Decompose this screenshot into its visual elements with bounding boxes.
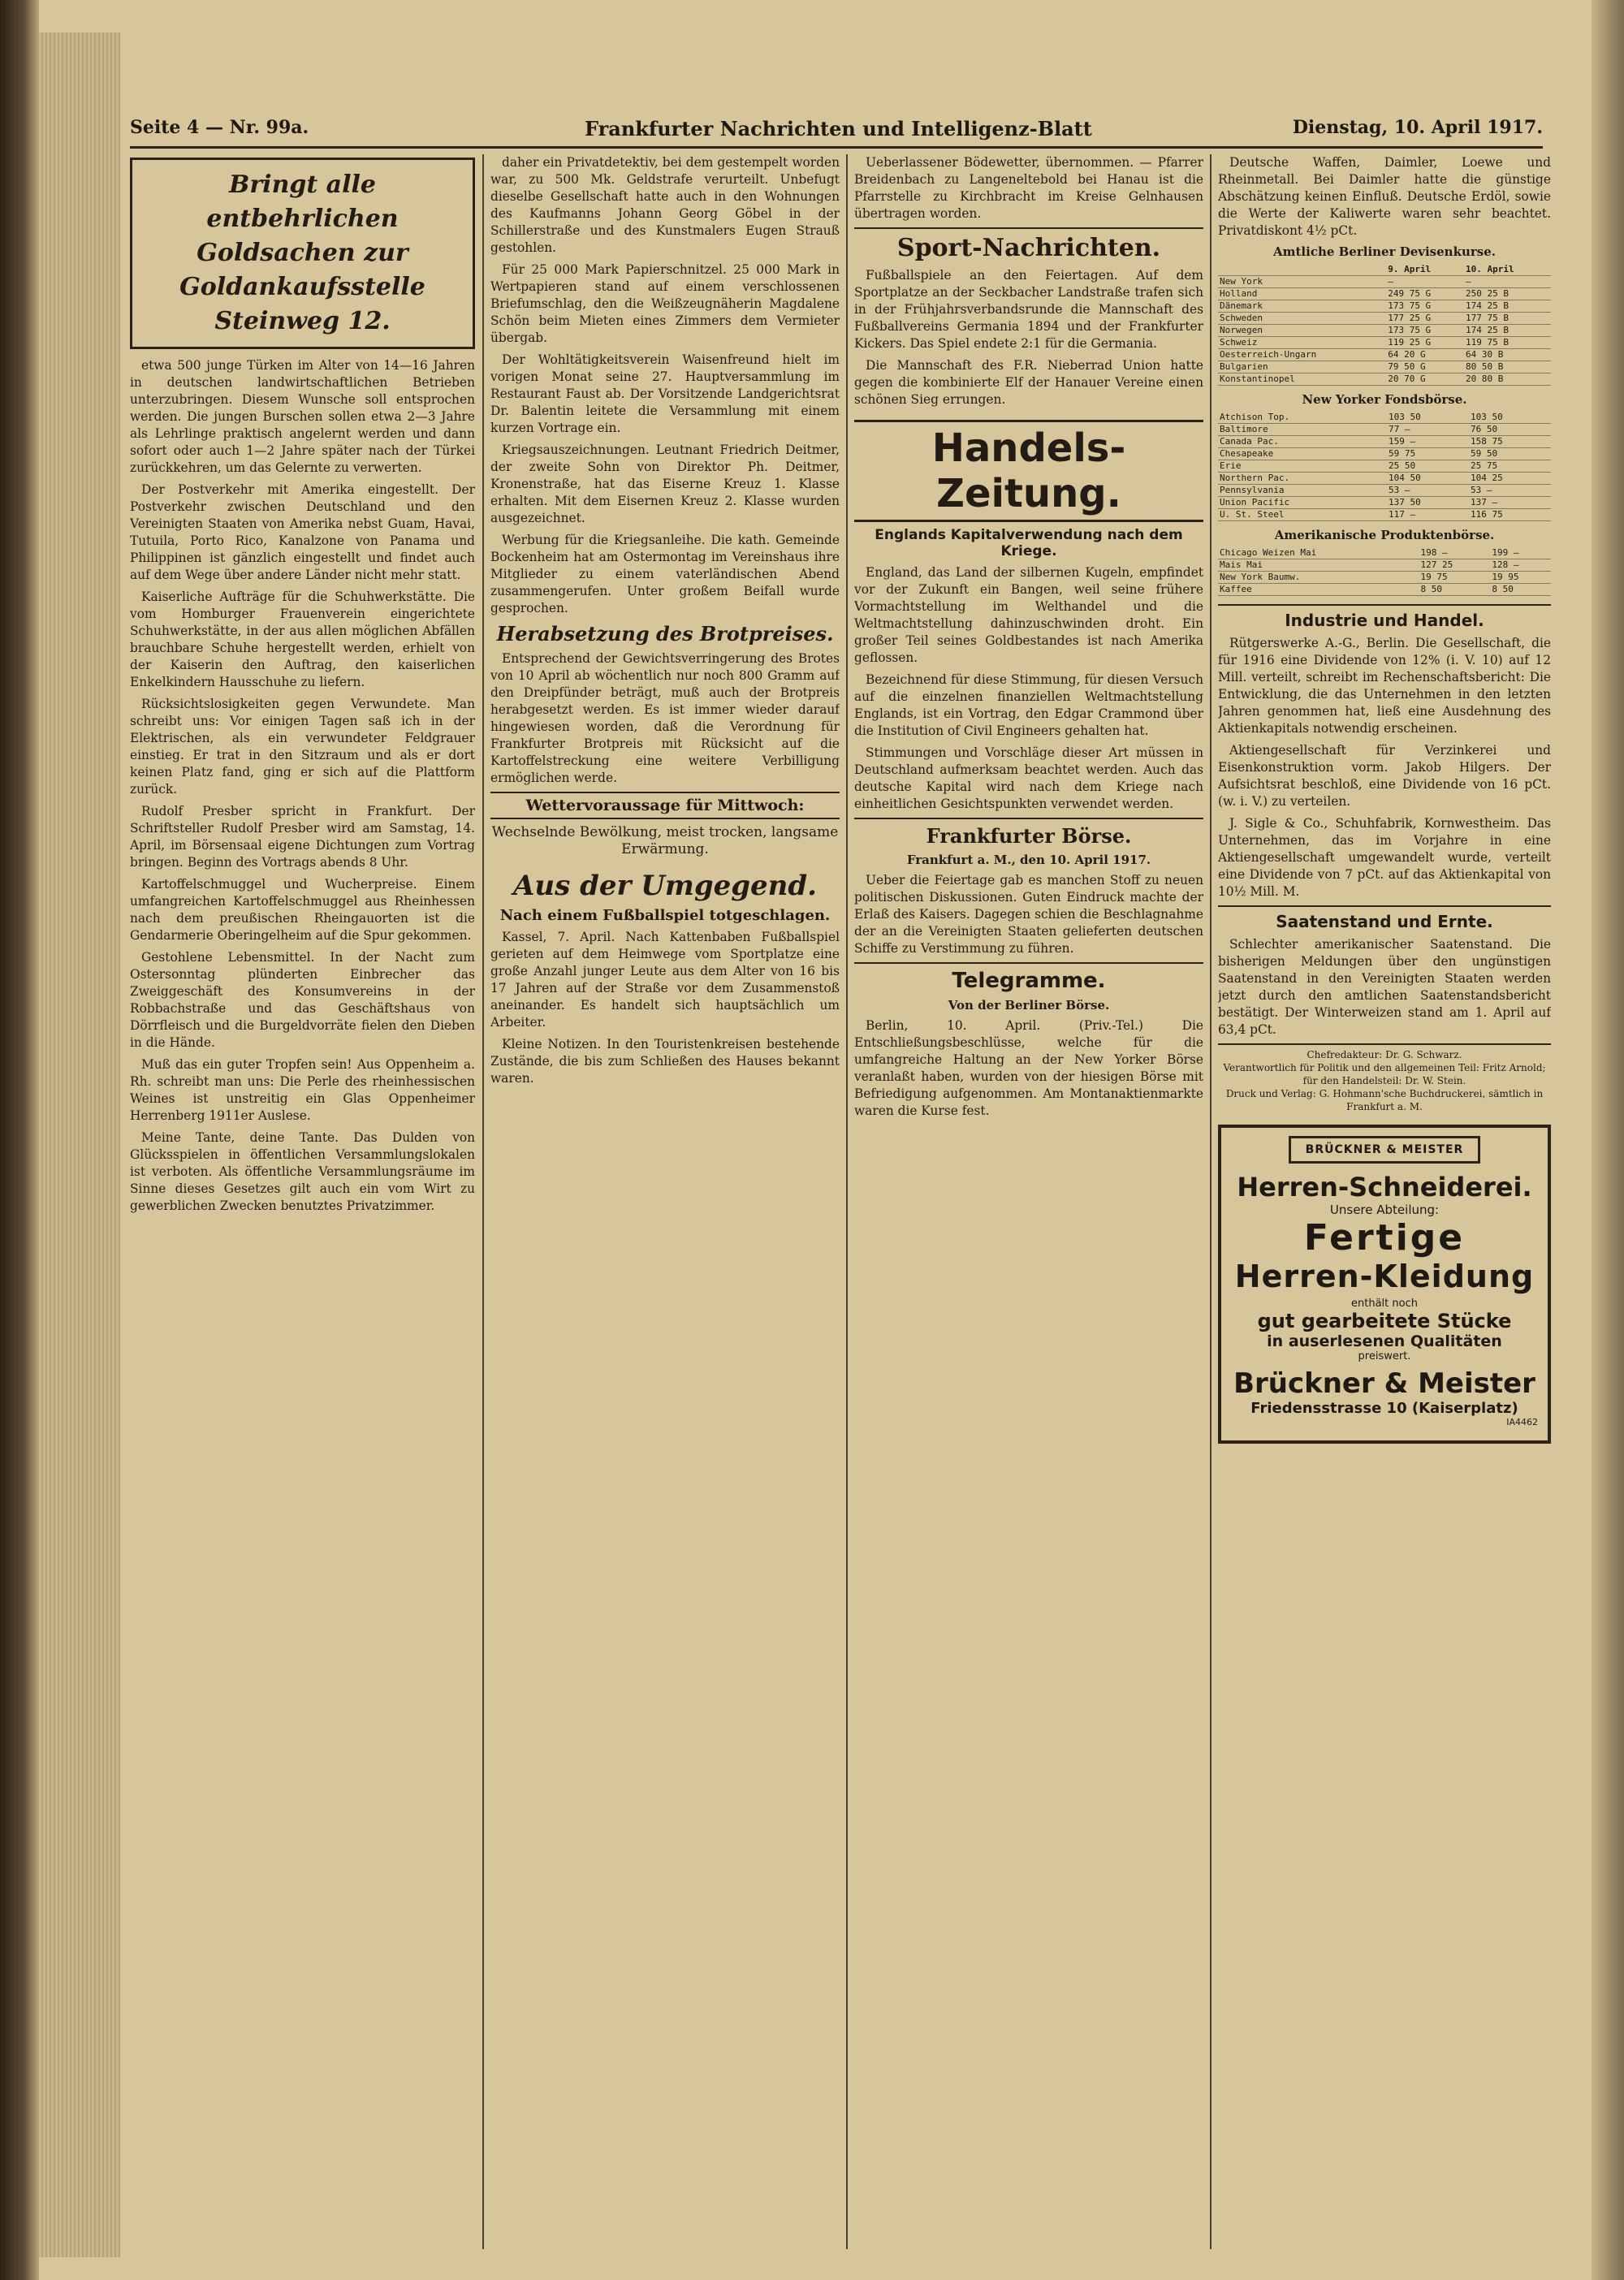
boerse-date: Frankfurt a. M., den 10. April 1917. [906, 853, 1151, 867]
quote-cell: 64 20 G [1386, 349, 1464, 361]
ad-title: Herren-Schneiderei. [1237, 1172, 1532, 1203]
region-subheading: Nach einem Fußballspiel totgeschlagen. [499, 907, 831, 924]
tailor-ad [1218, 1125, 1551, 1444]
article-paragraph: Rücksichtslosigkeiten gegen Verwundete. Man schreibt uns: Vor einigen Tagen saß ich in der Elektrischen, als ein verwundeter Feldgrauer einstieg. Er trat in den Sitzraum und als er dort keinen Platz fand, ging er sich auf die Plattform zurück. [130, 697, 475, 797]
quote-cell: Oesterreich-Ungarn [1218, 349, 1386, 361]
quote-cell: 19 75 [1419, 572, 1491, 584]
quote-cell: 173 75 G [1386, 300, 1464, 313]
products-table [1218, 547, 1551, 596]
quote-cell: 158 75 [1469, 436, 1551, 448]
quote-cell: 116 75 [1469, 509, 1551, 521]
imprint-line: Verantwortlich für Politik und den allgemeinen Teil: Fritz Arnold; für den Handelsteil: Dr. W. Stein. [1223, 1062, 1546, 1086]
article-paragraph: Der Wohltätigkeitsverein Waisenfreund hielt im vorigen Monat seine 27. Hauptversammlung im Restaurant Faust ab. Der Vorsitzende Landgerichtsrat Dr. Balentin leitete die Versammlung mit einem kurzen Vortrage ein. [490, 352, 840, 435]
weather-heading: Wettervoraussage für Mittwoch: [490, 792, 840, 819]
quote-row [1218, 436, 1551, 448]
article-paragraph: Fußballspiele an den Feiertagen. Auf dem Sportplatze an der Seckbacher Landstraße trafen sich in der Frühjahrsverbandsrunde die Mannschaft des Fußballvereins Germania 1894 und der Frankfurter Kickers. Das Spiel endete 2:1 für die Germania. [854, 268, 1203, 351]
article-paragraph: Gestohlene Lebensmittel. In der Nacht zum Ostersonntag plünderten Einbrecher das Zweiggeschäft des Konsumvereins in der Robbachstraße und das Geschäftshaus von Dörrfleisch und die Burgeldvorräte fielen den Dieben in die Hände. [130, 950, 475, 1050]
quote-cell: Schweiz [1218, 337, 1386, 349]
column-4 [1218, 154, 1551, 2249]
quote-row [1218, 584, 1551, 596]
quote-cell: 137 — [1469, 497, 1551, 509]
industry-articles [1218, 635, 1551, 900]
quote-cell: 198 — [1419, 547, 1491, 559]
quote-row [1218, 313, 1551, 325]
column-rule [1210, 154, 1212, 2249]
market-summary: Deutsche Waffen, Daimler, Loewe und Rheinmetall. Bei Daimler hatte die günstige Abschätzung keinen Einfluß. Deutsche Erdöl, sowie die Werte der Kaliwerte waren sehr beachtet. Privatdiskont 4½ pCt. [1218, 155, 1551, 238]
quote-cell: 77 — [1387, 424, 1469, 436]
quote-cell: 128 — [1490, 559, 1551, 572]
devisen-table [1218, 264, 1551, 386]
quote-row [1218, 337, 1551, 349]
trade-subheading: Englands Kapitalverwendung nach dem Kriege. [875, 527, 1183, 559]
column-2 [490, 154, 840, 2249]
imprint-line: Chefredakteur: Dr. G. Schwarz. [1307, 1049, 1462, 1060]
quote-cell: 249 75 G [1386, 288, 1464, 300]
quote-cell: 159 — [1387, 436, 1469, 448]
quote-cell: 104 25 [1469, 473, 1551, 485]
quote-row [1218, 559, 1551, 572]
devisen-heading: Amtliche Berliner Devisenkurse. [1272, 244, 1496, 259]
column-1-articles [130, 357, 475, 1215]
quote-cell: Pennsylvania [1218, 485, 1387, 497]
ad-fertige: Fertige [1303, 1217, 1466, 1259]
quote-row [1218, 572, 1551, 584]
column-3 [854, 154, 1203, 2249]
article-paragraph: Werbung für die Kriegsanleihe. Die kath. Gemeinde Bockenheim hat am Ostermontag im Vereinshaus ihre Mitglieder zu einem vaterländischen Abend zusammengerufen. Unter großem Beifall wurde gesprochen. [490, 533, 840, 615]
ny-heading: New Yorker Fondsbörse. [1302, 392, 1467, 407]
quote-cell: 199 — [1490, 547, 1551, 559]
quote-row [1218, 485, 1551, 497]
quote-row [1218, 361, 1551, 374]
telegram-subheading: Von der Berliner Börse. [948, 998, 1110, 1013]
quote-row [1218, 497, 1551, 509]
quote-cell: 177 75 B [1464, 313, 1551, 325]
ad-firm-name: Brückner & Meister [1233, 1367, 1535, 1400]
column-2-articles [490, 154, 840, 617]
quote-cell: New York [1218, 276, 1386, 288]
quote-cell: 20 70 G [1386, 374, 1464, 386]
page-header [130, 114, 1543, 149]
quote-row [1218, 325, 1551, 337]
quote-cell: 104 50 [1387, 473, 1469, 485]
right-page-edge [1592, 0, 1624, 2280]
quote-cell: 80 50 B [1464, 361, 1551, 374]
article-paragraph: England, das Land der silbernen Kugeln, empfindet vor der Zukunft ein Bangen, weil seine frühere Vormachtstellung im Welthandel und die Weltmachtstellung dahinzuschwinden droht. Ein großer Teil seines Goldbestandes ist nach Amerika geflossen. [854, 565, 1203, 665]
trade-heading: Handels-Zeitung. [854, 420, 1203, 522]
quote-cell: Konstantinopel [1218, 374, 1386, 386]
sport-heading: Sport-Nachrichten. [854, 227, 1203, 262]
column-rule [482, 154, 484, 2249]
quote-cell: 25 75 [1469, 460, 1551, 473]
boerse-heading: Frankfurter Börse. [854, 818, 1203, 848]
quote-row [1218, 349, 1551, 361]
ad-small-2: preiswert. [1358, 1350, 1411, 1362]
quote-row [1218, 460, 1551, 473]
quote-cell: Chicago Weizen Mai [1218, 547, 1419, 559]
quote-row [1218, 424, 1551, 436]
quote-cell: 64 30 B [1464, 349, 1551, 361]
telegram-heading: Telegramme. [854, 962, 1203, 993]
quote-cell: 59 75 [1387, 448, 1469, 460]
imprint [1218, 1043, 1551, 1113]
quote-cell: Chesapeake [1218, 448, 1387, 460]
ad-line-1: gut gearbeitete Stücke [1257, 1310, 1512, 1332]
quote-cell: 8 50 [1419, 584, 1491, 596]
firm-logo: BRÜCKNER & MEISTER [1289, 1136, 1481, 1164]
quote-cell: Bulgarien [1218, 361, 1386, 374]
sport-articles [854, 267, 1203, 408]
newspaper-title: Frankfurter Nachrichten und Intelligenz-Blatt [585, 117, 1092, 140]
bread-article: Entsprechend der Gewichtsverringerung des Brotes von 10 April ab wöchentlich nur noch 800 Gramm auf den Dreipfünder beträgt, muß auch der Brotpreis herabgesetzt werden. Es ist immer wieder darauf hingewiesen worden, daß die Verordnung für Frankfurter Brotpreis mit Rücksicht auf die Kartoffelstreckung eine weitere Verbilligung ermöglichen werde. [490, 651, 840, 785]
quote-row [1218, 300, 1551, 313]
quote-cell: 174 25 B [1464, 325, 1551, 337]
quote-cell: U. St. Steel [1218, 509, 1387, 521]
quote-cell: New York Baumw. [1218, 572, 1419, 584]
article-paragraph: J. Sigle & Co., Schuhfabrik, Kornwestheim. Das Unternehmen, das im Vorjahre in eine Aktiengesellschaft umgewandelt wurde, verteilt eine Dividende von 7 pCt. auf das Aktienkapital von 10½ Mill. M. [1218, 816, 1551, 899]
quote-row [1218, 509, 1551, 521]
article-paragraph: Kartoffelschmuggel und Wucherpreise. Einem umfangreichen Kartoffelschmuggel aus Rheinhessen nach dem preußischen Rheingauorten ist die Gendarmerie Oberingelheim auf die Spur gekommen. [130, 877, 475, 943]
quote-cell: Erie [1218, 460, 1387, 473]
quote-cell: — [1464, 276, 1551, 288]
quote-row [1218, 448, 1551, 460]
weather-text: Wechselnde Bewölkung, meist trocken, langsame Erwärmung. [491, 824, 839, 857]
telegram-article: Berlin, 10. April. (Priv.-Tel.) Die Entschließungsbeschlüsse, welche für die umfangreiche Haltung an der New Yorker Börse veranlaßt haben, wurden von der hiesigen Börse mit Befriedigung aufgenommen. Am Montanaktienmarkte waren die Kurse fest. [854, 1018, 1203, 1118]
quote-cell: 103 50 [1469, 412, 1551, 424]
crop-heading: Saatenstand und Ernte. [1218, 905, 1551, 931]
quote-cell: Mais Mai [1218, 559, 1419, 572]
imprint-line: Druck und Verlag: G. Hohmann'sche Buchdruckerei, sämtlich in Frankfurt a. M. [1225, 1088, 1544, 1112]
article-paragraph: Rütgerswerke A.-G., Berlin. Die Gesellschaft, die für 1916 eine Dividende von 12% (i. V. 10) auf 12 Mill. verteilt, schreibt im Rechenschaftsbericht: Die Entwicklung, die das Unternehmen in den letzten Jahren genommen hat, ließ eine Ausdehnung des Aktienkapitals notwendig erscheinen. [1218, 636, 1551, 736]
quote-cell: 250 25 B [1464, 288, 1551, 300]
quote-cell: 19 95 [1490, 572, 1551, 584]
quote-cell: 79 50 G [1386, 361, 1464, 374]
quote-row [1218, 473, 1551, 485]
quote-cell: 53 — [1387, 485, 1469, 497]
column-header: 10. April [1464, 264, 1551, 276]
column-header [1218, 264, 1386, 276]
article-paragraph: Stimmungen und Vorschläge dieser Art müssen in Deutschland aufmerksam beachtet werden. Auch das deutsche Kapital wird nach dem Kriege nach einheitlichen Gesichtspunkten verwendet werden. [854, 745, 1203, 811]
article-paragraph: Bezeichnend für diese Stimmung, für diesen Versuch auf die einzelnen finanziellen Weltmachtstellung Englands, ist ein Vortrag, den Edgar Crammond über die Institution of Civil Engineers gehalten hat. [854, 672, 1203, 738]
article-paragraph: etwa 500 junge Türken im Alter von 14—16 Jahren in deutschen landwirtschaftlichen Betrieben unterzubringen. Diesem Wunsche soll entsprochen werden. Die jungen Burschen sollen etwa 2—3 Jahre als Lehrlinge praktisch angelernt werden und dann sofort oder auch 1—2 Jahre später nach der Türkei zurückkehren, um das Gelernte zu verwerten. [130, 358, 475, 475]
quote-cell: 59 50 [1469, 448, 1551, 460]
page-number: Seite 4 — Nr. 99a. [130, 117, 309, 138]
quote-cell: 103 50 [1387, 412, 1469, 424]
trade-articles [854, 564, 1203, 813]
article-paragraph: Meine Tante, deine Tante. Das Dulden von Glücksspielen in öffentlichen Versammlungslokalen ist verboten. Als öffentliche Versammlungsräume im Sinne dieses Gesetzes gilt auch ein vom Wirt zu gewerblichen Zwecken benutztes Privatzimmer. [130, 1130, 475, 1213]
quote-row [1218, 276, 1551, 288]
ad-line-2: in auserlesenen Qualitäten [1267, 1332, 1502, 1350]
region-heading: Aus der Umgegend. [513, 870, 817, 902]
quote-cell: — [1386, 276, 1464, 288]
quote-cell: 117 — [1387, 509, 1469, 521]
quote-row [1218, 374, 1551, 386]
quote-cell: 25 50 [1387, 460, 1469, 473]
ny-table [1218, 412, 1551, 521]
quote-cell: Norwegen [1218, 325, 1386, 337]
products-heading: Amerikanische Produktenbörse. [1274, 528, 1495, 542]
page-edges [39, 32, 120, 2257]
bread-heading: Herabsetzung des Brotpreises. [496, 622, 834, 646]
quote-cell: Schweden [1218, 313, 1386, 325]
article-paragraph: Rudolf Presber spricht in Frankfurt. Der Schriftsteller Rudolf Presber wird am Samstag, 14. April, im Börsensaal eigene Dichtungen zum Vortrag bringen. Beginn des Vortrags abends 8 Uhr. [130, 804, 475, 870]
issue-date: Dienstag, 10. April 1917. [1292, 117, 1543, 138]
crop-article: Schlechter amerikanischer Saatenstand. Die bisherigen Meldungen über den ungünstigen Saatenstand in den Vereinigten Staaten werden jetzt durch den amtlichen Saatenstandsbericht bestätigt. Der Winterweizen stand am 1. April auf 63,4 pCt. [1218, 937, 1551, 1037]
ad-code: IA4462 [1506, 1417, 1538, 1427]
quote-cell: Kaffee [1218, 584, 1419, 596]
column-1 [130, 154, 475, 2249]
quote-row [1218, 412, 1551, 424]
ad-address: Friedensstrasse 10 (Kaiserplatz) [1250, 1400, 1518, 1417]
quote-cell: 173 75 G [1386, 325, 1464, 337]
quote-cell: Atchison Top. [1218, 412, 1387, 424]
quote-cell: 174 25 B [1464, 300, 1551, 313]
article-paragraph: Kriegsauszeichnungen. Leutnant Friedrich Deitmer, der zweite Sohn von Direktor Ph. Deitmer, Kronenstraße, hat das Eiserne Kreuz 1. Klasse erhalten. Mit dem Eisernen Kreuz 2. Klasse wurden ausgezeichnet. [490, 443, 840, 525]
book-binding [0, 0, 39, 2280]
column-header: 9. April [1386, 264, 1464, 276]
quote-cell: Northern Pac. [1218, 473, 1387, 485]
quote-cell: 127 25 [1419, 559, 1491, 572]
quote-cell: 177 25 G [1386, 313, 1464, 325]
region-article: Kassel, 7. April. Nach Kattenbaben Fußballspiel gerieten auf dem Heimwege vom Sportplatze eine große Anzahl junger Leute aus dem Alter von 16 bis 17 Jahren auf der Straße vor dem Zusammenstoß aneinander. Es handelt sich hauptsächlich um Arbeiter. [490, 930, 840, 1030]
quote-cell: Baltimore [1218, 424, 1387, 436]
article-paragraph: Muß das ein guter Tropfen sein! Aus Oppenheim a. Rh. schreibt man uns: Die Perle des rheinhessischen Weines ist unstreitig ein Glas Oppenheimer Herrenberg 1911er Auslese. [130, 1057, 475, 1123]
article-paragraph: Der Postverkehr mit Amerika eingestellt. Der Postverkehr zwischen Deutschland und den Vereinigten Staaten von Amerika nebst Guam, Havai, Tutuila, Porto Rico, Kanalzone von Panama und Philippinen ist gänzlich eingestellt und findet auch auf dem Wege über andere Länder nicht mehr statt. [130, 482, 475, 582]
quote-cell: 119 25 G [1386, 337, 1464, 349]
quote-row [1218, 547, 1551, 559]
industry-heading: Industrie und Handel. [1218, 604, 1551, 630]
article-paragraph: Aktiengesellschaft für Verzinkerei und Eisenkonstruktion vorm. Jakob Hilgers. Der Aufsichtsrat beschloß, eine Dividende von 16 pCt. (w. i. V.) zu verteilen. [1218, 743, 1551, 809]
article-paragraph: daher ein Privatdetektiv, bei dem gestempelt worden war, zu 500 Mk. Geldstrafe verurteilt. Unbefugt dieselbe Gesellschaft hatte auch in den Wohnungen des Kaufmanns Johann Georg Göbel in der Schillerstraße und des Kunstmalers Eugen Strauß gestohlen. [490, 155, 840, 255]
quote-row [1218, 288, 1551, 300]
quote-cell: Union Pacific [1218, 497, 1387, 509]
column-rule [846, 154, 848, 2249]
quote-cell: Dänemark [1218, 300, 1386, 313]
ad-small-1: enthält noch [1351, 1298, 1418, 1310]
ad-subtitle: Unsere Abteilung: [1329, 1203, 1440, 1217]
article-paragraph: Kaiserliche Aufträge für die Schuhwerkstätte. Die vom Homburger Frauenverein eingerichtete Schuhwerkstätte, in der aus allen möglichen Abfällen brauchbare Schuhe hergestellt werden, erhielt von der Kaiserin den Auftrag, den kaiserlichen Enkelkindern Hausschuhe zu liefern. [130, 589, 475, 689]
quote-cell: 137 50 [1387, 497, 1469, 509]
quote-cell: 53 — [1469, 485, 1551, 497]
small-notes: Kleine Notizen. In den Touristenkreisen bestehende Zustände, die bis zum Schließen des Hauses bekannt waren. [490, 1037, 840, 1086]
quote-cell: 8 50 [1490, 584, 1551, 596]
boerse-article: Ueber die Feiertage gab es manchen Stoff zu neuen politischen Diskussionen. Guten Eindruck machte der Erlaß des Kaisers. Dagegen schien die Beschlagnahme der an die Vereinigten Staaten gelieferten deutschen Schiffe zu Verstimmung zu führen. [854, 873, 1203, 956]
article-paragraph: Die Mannschaft des F.R. Nieberrad Union hatte gegen die kombinierte Elf der Hanauer Vereine einen schönen Sieg errungen. [854, 358, 1203, 407]
article-paragraph: Für 25 000 Mark Papierschnitzel. 25 000 Mark in Wertpapieren stand auf einem verschlossenen Briefumschlag, den die Weißzeugnäherin Magdalene Schön beim Mieten eines Zimmers dem Vermieter übergab. [490, 262, 840, 345]
gold-ad: Bringt alle entbehrlichen Goldsachen zur Goldankaufsstelle Steinweg 12. [130, 158, 475, 349]
quote-cell: 119 75 B [1464, 337, 1551, 349]
quote-cell: 76 50 [1469, 424, 1551, 436]
ad-herren-kleidung: Herren-Kleidung [1234, 1259, 1535, 1294]
pastor-notice: Ueberlassener Bödewetter, übernommen. — Pfarrer Breidenbach zu Langeneltebold bei Hanau ist die Pfarrstelle zu Kirchbracht im Kreise Gelnhausen übertragen worden. [854, 155, 1203, 221]
quote-cell: Canada Pac. [1218, 436, 1387, 448]
quote-cell: Holland [1218, 288, 1386, 300]
quote-cell: 20 80 B [1464, 374, 1551, 386]
